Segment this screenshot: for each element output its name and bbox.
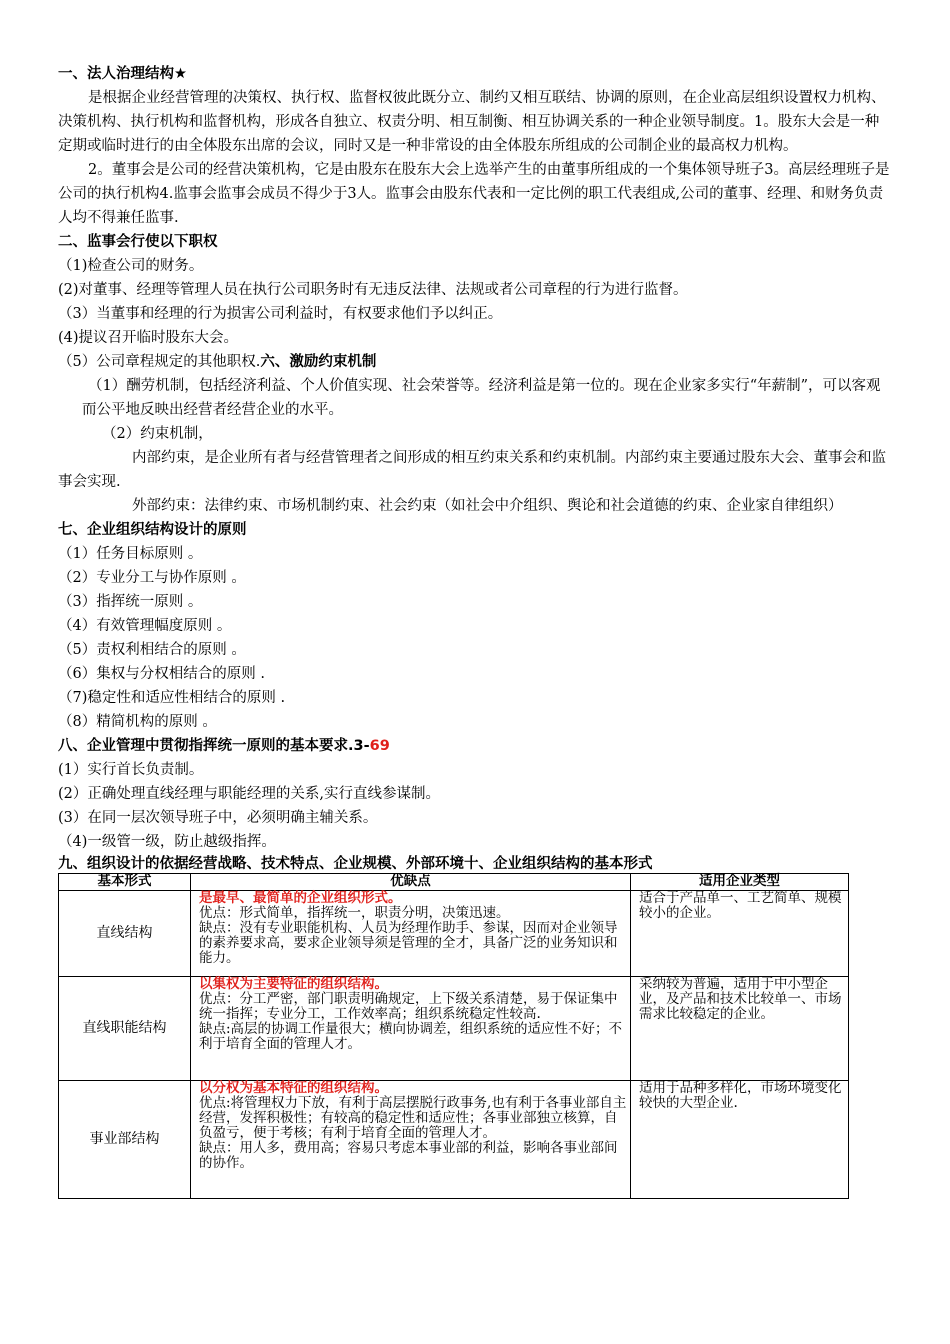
table-row (59, 977, 849, 1081)
list-item: (2)对董事、经理等管理人员在执行公司职务时有无违反法律、法规或者公司章程的行为进行监督。 (58, 282, 688, 298)
pros-text: 优点：分工严密，部门职责明确规定，上下级关系清楚，易于保证集中统一指挥；专业分工，工作效率高；组织系统稳定性较高. (199, 991, 618, 1022)
form-cell: 直线结构 (59, 891, 191, 977)
pros-cons-cell (191, 1081, 631, 1199)
list-item: (2）正确处理直线经理与职能经理的关系,实行直线参谋制。 (58, 786, 440, 802)
row-lead: 以集权为主要特征的组织结构。 (199, 976, 388, 992)
list-item: (4)提议召开临时股东大会。 (58, 330, 239, 346)
cons-text: 缺点：用人多，费用高；容易只考虑本事业部的利益，影响各事业部间的协作。 (199, 1140, 618, 1171)
list-item: （4)一级管一级，防止越级指挥。 (58, 834, 276, 850)
list-item: (1）实行首长负责制。 (58, 762, 204, 778)
paragraph-governance-2: 2。董事会是公司的经营决策机构，它是由股东在股东大会上选举产生的由董事所组成的一个集体领导班子3。高层经理班子是公司的执行机构4.监事会监事会成员不得少于3人。监事会由股东代表和一定比例的职工代表组成,公司的董事、经理、和财务负责人均不得兼任监事. (58, 162, 890, 226)
page-ref: 69 (369, 738, 390, 754)
document-page (58, 62, 892, 1199)
list-item-text: （5）公司章程规定的其他职权. (58, 354, 261, 370)
pros-text: 优点:将管理权力下放，有利于高层摆脱行政事务,也有利于各事业部自主经营，发挥积极性；有较高的稳定性和适应性；各事业部独立核算，自负盈亏，便于考核；有利于培育全面的管理人才。 (199, 1095, 627, 1141)
heading-incentive: 六、激励约束机制 (260, 354, 377, 370)
paragraph-governance-1: 是根据企业经营管理的决策权、执行权、监督权彼此既分立、制约又相互联结、协调的原则，在企业高层组织设置权力机构、决策机构、执行机构和监督机构，形成各自独立、权责分明、相互制衡、相互协调关系的一种企业领导制度。1。股东大会是一种定期或临时进行的由全体股东出席的会议，同时又是一种非常设的由全体股东所组成的公司制企业的最高权力机构。 (58, 90, 886, 154)
paragraph-incentive-2: （2）约束机制， (102, 426, 213, 442)
list-item: （3）指挥统一原则 。 (58, 594, 203, 610)
table-row (59, 1081, 849, 1199)
pros-cons-cell (191, 891, 631, 977)
paragraph-incentive-3: 内部约束，是企业所有者与经营管理者之间形成的相互约束关系和约束机制。内部约束主要通过股东大会、董事会和监事会实现. (58, 450, 886, 490)
form-cell: 直线职能结构 (59, 977, 191, 1081)
column-header: 适用企业类型 (631, 874, 849, 891)
list-item: （1)检查公司的财务。 (58, 258, 204, 274)
cons-text: 缺点：没有专业职能机构、人员为经理作助手、参谋，因而对企业领导的素养要求高，要求企业领导须是管理的全才，具备广泛的业务知识和能力。 (199, 920, 618, 966)
fit-cell: 采纳较为普遍，适用于中小型企业，及产品和技术比较单一、市场需求比较稳定的企业。 (631, 977, 849, 1081)
list-item: （2）专业分工与协作原则 。 (58, 570, 246, 586)
list-item: (3）在同一层次领导班子中，必须明确主辅关系。 (58, 810, 378, 826)
paragraph-incentive-1: （1）酬劳机制，包括经济利益、个人价值实现、社会荣誉等。经济利益是第一位的。现在企业家多实行“年薪制”，可以客观而公平地反映出经营者经营企业的水平。 (82, 378, 881, 418)
pros-cons-cell (191, 977, 631, 1081)
table-header-row (59, 874, 849, 891)
heading-governance: 一、法人治理结构★ (58, 66, 187, 82)
fit-cell: 适用于品种多样化，市场环境变化较快的大型企业. (631, 1081, 849, 1199)
list-item: （5）责权利相结合的原则 。 (58, 642, 246, 658)
list-item: （8）精简机构的原则 。 (58, 714, 217, 730)
heading-unity-command-text: 八、企业管理中贯彻指挥统一原则的基本要求.3- (58, 738, 370, 754)
heading-org-forms: 九、组织设计的依据经营战略、技术特点、企业规模、外部环境十、企业组织结构的基本形式 (58, 856, 653, 872)
fit-cell: 适合于产品单一、工艺简单、规模较小的企业。 (631, 891, 849, 977)
form-cell: 事业部结构 (59, 1081, 191, 1199)
column-header: 优缺点 (191, 874, 631, 891)
row-lead: 以分权为基本特征的组织结构。 (199, 1080, 388, 1096)
heading-supervisory-powers: 二、监事会行使以下职权 (58, 234, 218, 250)
heading-unity-command (58, 734, 892, 758)
column-header: 基本形式 (59, 874, 191, 891)
list-item: （7)稳定性和适应性相结合的原则 . (58, 690, 286, 706)
list-item (58, 350, 892, 374)
row-lead: 是最早、最简单的企业组织形式。 (199, 890, 402, 906)
list-item: （3）当董事和经理的行为损害公司利益时，有权要求他们予以纠正。 (58, 306, 503, 322)
cons-text: 缺点:高层的协调工作量很大；横向协调差，组织系统的适应性不好；不利于培育全面的管理人才。 (199, 1021, 623, 1052)
org-structure-table (58, 873, 849, 1199)
paragraph-incentive-4: 外部约束：法律约束、市场机制约束、社会约束（如社会中介组织、舆论和社会道德的约束、企业家自律组织） (132, 498, 843, 514)
list-item: （1）任务目标原则 。 (58, 546, 203, 562)
list-item: （6）集权与分权相结合的原则 . (58, 666, 265, 682)
heading-design-principles: 七、企业组织结构设计的原则 (58, 522, 247, 538)
list-item: （4）有效管理幅度原则 。 (58, 618, 232, 634)
table-row (59, 891, 849, 977)
pros-text: 优点：形式简单，指挥统一，职责分明，决策迅速。 (199, 905, 510, 921)
